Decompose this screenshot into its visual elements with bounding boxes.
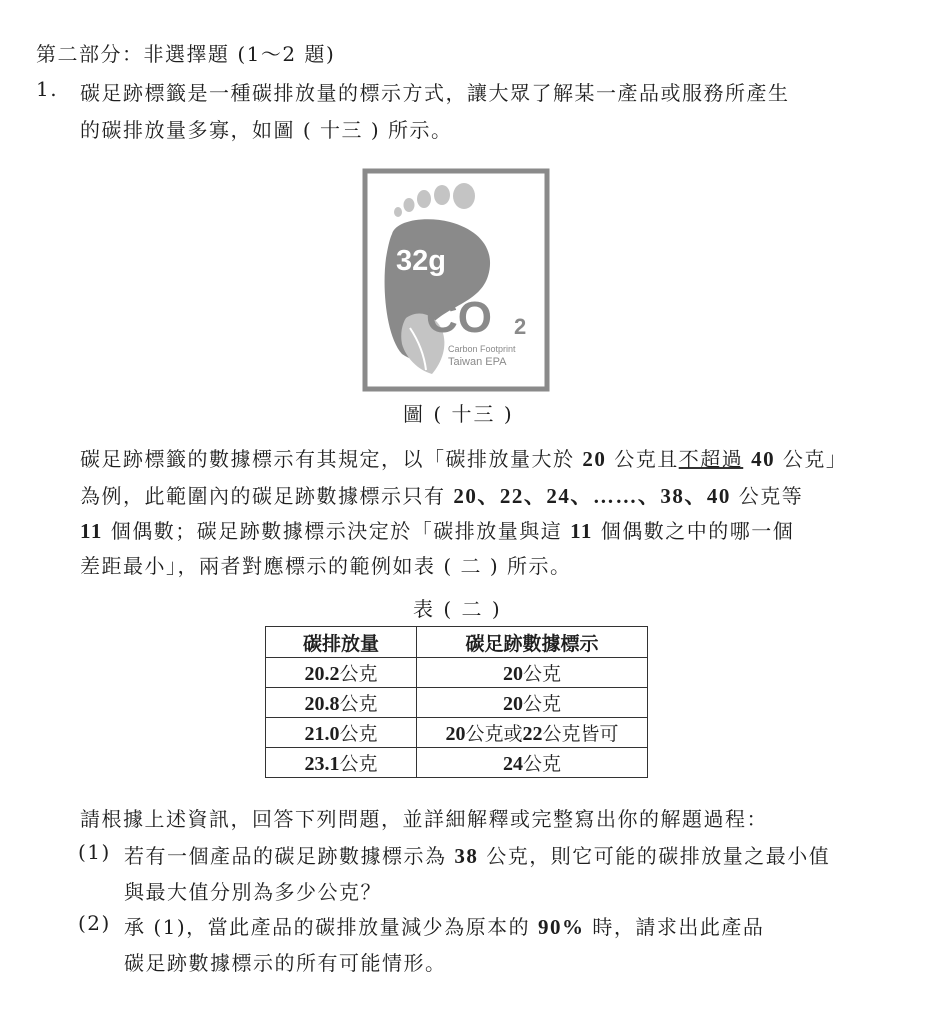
logo-subscript: 2 — [514, 314, 527, 339]
sub2-line-1 — [124, 911, 764, 940]
toe-icon — [394, 207, 402, 217]
cell-value: 20.2 — [304, 663, 340, 685]
cell-value: 20 — [445, 723, 466, 745]
toe-icon — [453, 183, 475, 209]
sub1-line-1 — [124, 840, 830, 869]
rule-number: 20 — [582, 447, 607, 471]
logo-co: CO — [426, 293, 492, 342]
cell-value: 22 — [522, 723, 543, 745]
sub1-text: 公克，則它可能的碳排放量之最小值 — [478, 844, 831, 868]
cell-unit: 公克 — [522, 663, 561, 685]
table-cell — [417, 718, 648, 748]
cell-unit: 公克皆可 — [542, 723, 619, 745]
rule-text: 公克等 — [730, 484, 804, 508]
sub2-line-2: 碳足跡數據標示的所有可能情形。 — [124, 951, 447, 975]
cell-value: 23.1 — [304, 753, 340, 775]
table-header-emission: 碳排放量 — [266, 627, 417, 658]
intro-line-2: 的碳排放量多寡，如圖 ( 十三 ) 所示。 — [80, 118, 453, 142]
table-caption: 表 ( 二 ) — [413, 597, 502, 621]
cell-unit: 公克 — [522, 753, 561, 775]
sub1-text: 若有一個產品的碳足跡數據標示為 — [124, 844, 455, 868]
toe-icon — [417, 190, 431, 208]
logo-text-carbon-footprint: Carbon Footprint — [448, 344, 516, 354]
rule-line-1 — [80, 443, 847, 472]
data-table — [265, 626, 648, 778]
table-cell — [417, 658, 648, 688]
table-row — [266, 718, 648, 748]
rule-text: 為例，此範圍內的碳足跡數據標示只有 — [80, 484, 454, 508]
table-row — [266, 748, 648, 778]
figure-caption: 圖 ( 十三 ) — [403, 402, 514, 426]
instructions: 請根據上述資訊，回答下列問題，並詳細解釋或完整寫出你的解題過程： — [80, 807, 768, 831]
table-row — [266, 688, 648, 718]
table-cell — [266, 718, 417, 748]
question-number: 1. — [36, 77, 59, 101]
table-cell — [417, 688, 648, 718]
cell-value: 20 — [502, 693, 523, 715]
sub2-text: 時，請求出此產品 — [584, 915, 765, 939]
table-header-row — [266, 627, 648, 658]
cell-unit: 公克 — [339, 663, 378, 685]
rule-text: 碳足跡標籤的數據標示有其規定，以「碳排放量大於 — [80, 447, 583, 471]
section-header: 第二部分：非選擇題 (1～2 題) — [36, 42, 336, 66]
carbon-footprint-logo — [362, 168, 550, 392]
rule-number: 11 — [570, 519, 593, 543]
logo-text-taiwan-epa: Taiwan EPA — [448, 356, 507, 368]
intro-line-1: 碳足跡標籤是一種碳排放量的標示方式，讓大眾了解某一產品或服務所產生 — [80, 81, 790, 105]
rule-text: 個偶數之中的哪一個 — [592, 519, 795, 543]
rule-underlined-text: 不超過 — [678, 447, 744, 471]
sub1-label: (1) — [78, 840, 111, 864]
cell-unit: 公克 — [339, 753, 378, 775]
table-header-label: 碳足跡數據標示 — [417, 627, 648, 658]
logo-value: 32g — [396, 245, 446, 277]
cell-unit: 公克或 — [465, 723, 523, 745]
rule-number: 11 — [80, 519, 103, 543]
cell-unit: 公克 — [339, 693, 378, 715]
rule-number: 40 — [751, 447, 776, 471]
table-cell — [266, 748, 417, 778]
table-row — [266, 658, 648, 688]
cell-unit: 公克 — [522, 693, 561, 715]
table-cell — [417, 748, 648, 778]
rule-text: 個偶數；碳足跡數據標示決定於「碳排放量與這 — [102, 519, 571, 543]
sub2-label: (2) — [78, 911, 111, 935]
table-cell — [266, 688, 417, 718]
sub1-line-2: 與最大值分別為多少公克？ — [124, 880, 382, 904]
toe-icon — [434, 185, 450, 205]
sub2-number: 90% — [538, 915, 585, 939]
cell-unit: 公克 — [339, 723, 378, 745]
cell-value: 21.0 — [304, 723, 340, 745]
rule-text: 公克」 — [775, 447, 848, 471]
rule-line-2 — [80, 480, 803, 510]
rule-even-list: 20、22、24、……、38、40 — [453, 484, 731, 508]
cell-value: 24 — [502, 753, 523, 775]
sub1-number: 38 — [454, 844, 479, 868]
rule-line-3 — [80, 515, 794, 544]
sub2-text: 承 (1)，當此產品的碳排放量減少為原本的 — [124, 915, 539, 939]
rule-text: 公克且 — [606, 447, 679, 471]
toe-icon — [404, 198, 415, 212]
table-cell — [266, 658, 417, 688]
cell-value: 20 — [502, 663, 523, 685]
rule-line-4: 差距最小」，兩者對應標示的範例如表 ( 二 ) 所示。 — [80, 554, 572, 578]
rule-space — [743, 447, 751, 471]
cell-value: 20.8 — [304, 693, 340, 715]
